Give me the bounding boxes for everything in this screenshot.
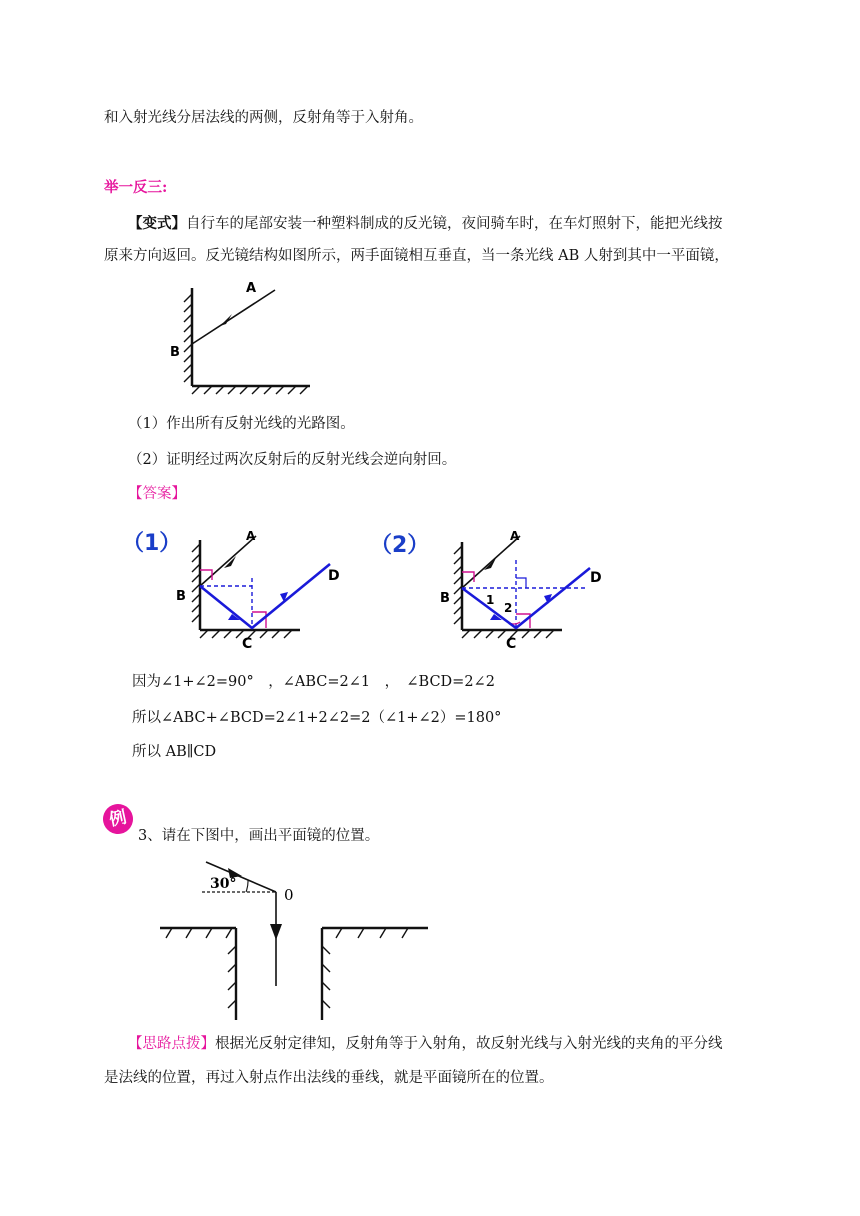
hint-text-1: 根据光反射定律知，反射角等于入射角，故反射光线与入射光线的夹角的平分线 bbox=[215, 1036, 723, 1052]
label-b: B bbox=[440, 591, 450, 606]
ray-arrow-icon bbox=[484, 558, 496, 570]
diagram-number-1: （1） bbox=[122, 531, 182, 556]
label-a: A bbox=[246, 281, 257, 296]
label-d: D bbox=[590, 570, 602, 586]
figure-answer-1 bbox=[122, 522, 358, 652]
ray-arrow-icon bbox=[270, 924, 282, 940]
hint-label: 【思路点拨】 bbox=[128, 1036, 215, 1052]
label-b: B bbox=[170, 345, 180, 360]
example-3-prompt: 3、请在下图中，画出平面镜的位置。 bbox=[138, 828, 380, 844]
point-o-label: 0 bbox=[284, 886, 294, 904]
variant-label: 【变式】 bbox=[128, 215, 186, 232]
example-badge: 例 bbox=[100, 801, 136, 837]
label-d: D bbox=[328, 568, 340, 584]
angle-2-label: 2 bbox=[504, 601, 513, 615]
question-1: （1）作出所有反射光线的光路图。 bbox=[128, 416, 355, 432]
hint-line-1 bbox=[128, 1034, 723, 1054]
proof-line-1: 因为∠1+∠2=90° ，∠ABC=2∠1 ， ∠BCD=2∠2 bbox=[132, 674, 495, 690]
label-c: C bbox=[506, 636, 517, 652]
proof-line-2: 所以∠ABC+∠BCD=2∠1+2∠2=2（∠1+∠2）=180° bbox=[132, 710, 502, 726]
figure-reflector-question bbox=[160, 276, 330, 396]
reflected-ray-bcd bbox=[462, 568, 590, 628]
label-b: B bbox=[176, 589, 186, 604]
answer-label: 【答案】 bbox=[128, 486, 186, 502]
label-c: C bbox=[242, 636, 253, 652]
variant-line-1 bbox=[128, 214, 723, 234]
section-title: 举一反三: bbox=[104, 179, 168, 196]
incident-ray-ab bbox=[192, 290, 275, 344]
diagram-number-2: （2） bbox=[370, 533, 430, 558]
label-a: A bbox=[510, 529, 520, 543]
hint-text-2: 是法线的位置，再过入射点作出法线的垂线，就是平面镜所在的位置。 bbox=[104, 1070, 554, 1086]
figure-answer-2 bbox=[370, 522, 620, 652]
angle-30-label: 30° bbox=[210, 876, 237, 892]
proof-line-3: 所以 AB∥CD bbox=[132, 744, 217, 760]
paragraph-continuation: 和入射光线分居法线的两侧，反射角等于入射角。 bbox=[104, 110, 423, 126]
variant-text-2: 原来方向返回。反光镜结构如图所示，两手面镜相互垂直，当一条光线 AB 人射到其中一平面镜， bbox=[104, 248, 729, 264]
angle-1-label: 1 bbox=[486, 593, 495, 607]
reflected-ray-bcd bbox=[200, 564, 330, 628]
question-2: （2）证明经过两次反射后的反射光线会逆向射回。 bbox=[128, 452, 457, 468]
variant-text-1: 自行车的尾部安装一种塑料制成的反光镜，夜间骑车时，在车灯照射下，能把光线按 bbox=[186, 216, 723, 232]
label-a: A bbox=[246, 529, 256, 543]
figure-mirror-position bbox=[150, 856, 450, 1026]
